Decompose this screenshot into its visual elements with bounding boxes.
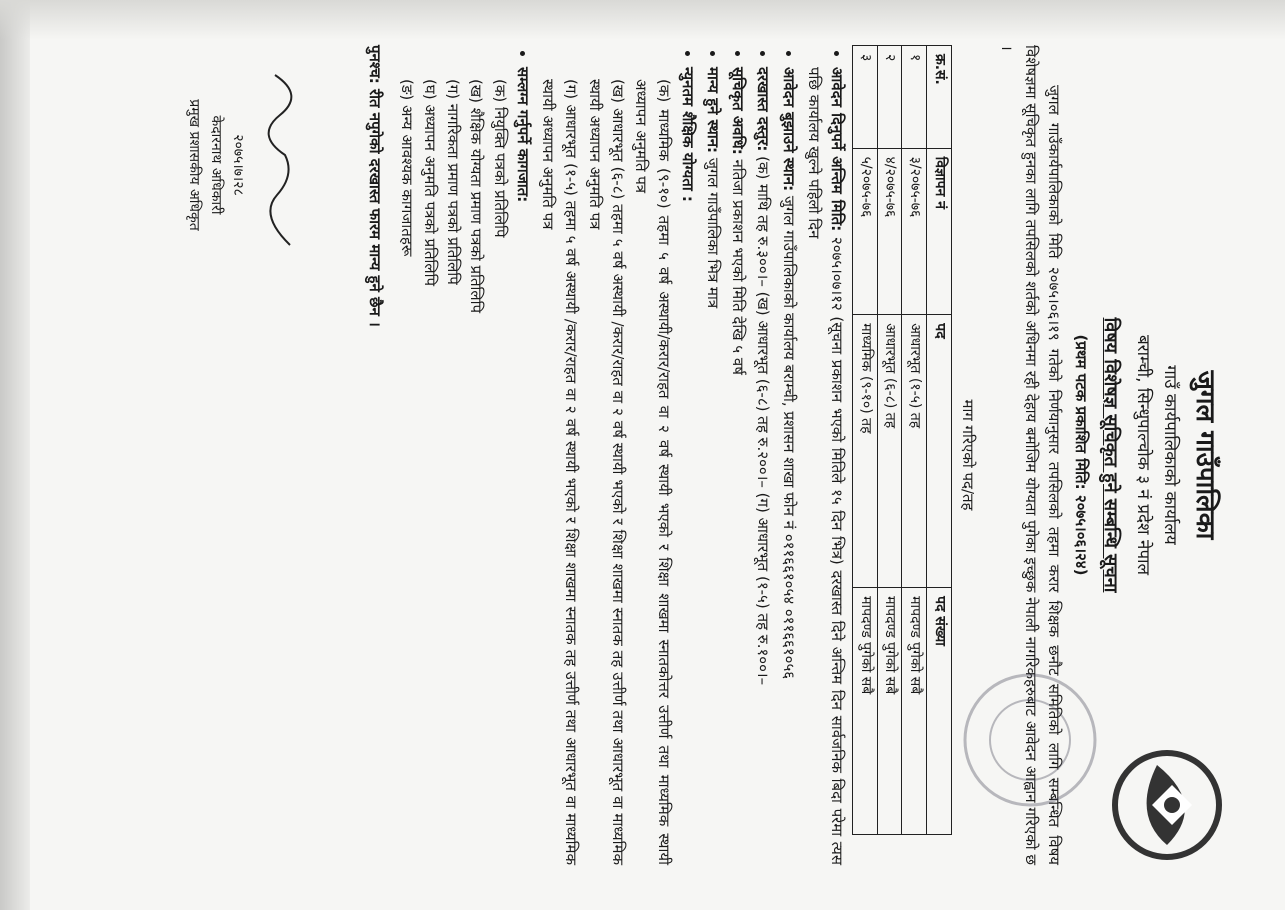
col-header: पद संख्या — [927, 588, 952, 835]
office-address: बराम्ची, सिन्धुपाल्चोक ३ नं प्रदेश नेपाल — [1133, 334, 1154, 576]
list-item — [726, 67, 749, 865]
handwritten-signature — [255, 65, 315, 265]
bullet-text: जुगल गाउँपालिकाको कार्यालय बराम्ची, प्रशासन शाखा फोन नं ०११६६१०५४ ०११६६१०५६ — [779, 195, 798, 680]
positions-table — [852, 45, 952, 835]
published-date: (प्रथम पटक प्रकाशित मिति: २०७५।०६।२४) — [1072, 334, 1091, 576]
col-header: विज्ञापन नं — [927, 148, 952, 315]
qualification-item: (ख) आधारभूत (६-८) तहमा ५ वर्ष अस्थायी /करार/राहत वा २ वर्ष स्थायी भएको र शिक्षा शाखमा स्नातक तह उत्तीर्ण तथा आधारभूत वा माध्यमिक स्थायी अध्यापन अनुमति पत्र — [585, 79, 627, 865]
table-cell: १ — [902, 46, 927, 149]
signature-block — [186, 65, 315, 265]
signatory-name: केदारनाथ अधिकारी — [208, 115, 225, 215]
list-item — [776, 67, 799, 865]
list-item — [394, 67, 534, 865]
table-row — [902, 46, 927, 835]
bullet-text: नतिजा प्रकाशन भएको मिति देखि ५ वर्ष — [729, 159, 748, 375]
bullet-label: आवेदन दिनुपर्ने अन्तिम मिति: — [828, 67, 847, 232]
table-cell: आधारभूत (६-८) तह — [877, 315, 902, 588]
document-item: (घ) अध्यापन अनुमति पत्रको प्रतिलिपि — [420, 79, 439, 286]
document-item: (ग) नागरिकता प्रमाण पत्रको प्रतिलिपि — [444, 79, 463, 285]
notice-document — [55, 25, 1235, 885]
bullet-label: दरखास्त दस्तुर: — [754, 67, 773, 152]
table-cell: माध्यमिक (९-१०) तह — [853, 315, 878, 588]
list-item — [751, 67, 774, 865]
table-cell: मापदण्ड पुगेको सबै — [902, 588, 927, 835]
table-cell: ३/२०७५-७६ — [902, 148, 927, 315]
intro-paragraph: जुगल गाउँकार्यपालिकाको मिति २०७५।०६।१९ गतेको निर्णयानुसार तपसिलको तहमा करार शिक्षक छनौट समितिको लागि सम्बन्धित विषय विशेषज्ञमा सूचिकृत हुनका लागि तपसिलको शर्तको अधिनमा रही देहाय बमोजिम योग्यता पुगेका इच्छुक नेपाली नागरिकहरुबाट आवेदन आह्वान गरिएको छ । — [998, 45, 1063, 865]
table-row — [877, 46, 902, 835]
list-item — [701, 67, 724, 865]
table-header-row — [927, 46, 952, 835]
table-cell: ५/२०७५-७६ — [853, 148, 878, 315]
footer-note: पुनश्च: रीत नपुगेको दरखास्त फारम मान्य हुने छैन । — [366, 45, 385, 327]
table-cell: मापदण्ड पुगेको सबै — [853, 588, 878, 835]
table-cell: आधारभूत (१-५) तह — [902, 315, 927, 588]
signature-date: २०७५।७।२८ — [229, 134, 246, 196]
document-item: (क) नियुक्ति पत्रको प्रतिलिपि — [490, 79, 509, 238]
notice-title: विषय विशेषज्ञ सूचिकृत हुने सम्बन्धि सूचना — [1100, 317, 1122, 593]
municipality-logo — [1107, 745, 1227, 865]
bullet-label: मान्य हुने स्थान: — [703, 67, 722, 154]
table-cell: मापदण्ड पुगेको सबै — [877, 588, 902, 835]
office-stamp — [955, 665, 1105, 815]
table-cell: ४/२०७५-७६ — [877, 148, 902, 315]
bullet-label: न्युनतम शैक्षिक योग्यता : — [678, 67, 697, 202]
documents-title: सम्लग्न गर्नुपर्ने कागजात: — [513, 67, 532, 203]
table-row — [853, 46, 878, 835]
qualification-item: (क) माध्यमिक (९-१०) तहमा ५ वर्ष अस्थायी/करार/राहत वा २ वर्ष स्थायी भएको र शिक्षा शाखमा स्नातकोत्तर उत्तीर्ण तथा माध्यमिक स्थायी अध्यापन अनुमति पत्र — [632, 79, 674, 865]
bullet-text: (क) माथि तह रु.३००।– (ख) आधारभूत (६-८) तह रु.२००।– (ग) आधारभूत (१-५) तह रु.१००।– — [754, 156, 773, 686]
document-item: (ङ) अन्य आवश्यक कागजातहरू — [397, 79, 416, 257]
signatory-title: प्रमुख प्रशासकीय अधिकृत — [186, 99, 203, 231]
bullet-text: जुगल गाउँपालिका भित्र मात्र — [703, 157, 722, 309]
qualification-item: (ग) आधारभूत (१-५) तहमा ५ वर्ष अस्थायी /करार/राहत वा २ वर्ष स्थायी भएको र शिक्षा शाखमा स्नातक तह उत्तीर्ण तथा आधारभूत वा माध्यमिक स्थायी अध्यापन अनुमति पत्र — [539, 79, 581, 865]
bullet-text: २०७५।०७।१२ (सूचना प्रकाशन भएको मितिले १५ दिन भित्र) दरखास्त दिने अन्तिम दिन सार्वजनिक बिदा परेमा त्यस पछि कार्यालय खुल्ने पहिलो दिन — [804, 67, 847, 866]
list-item — [536, 67, 699, 865]
list-item — [802, 67, 849, 865]
table-cell: ३ — [853, 46, 878, 149]
bullet-label: आवेदन बुझाउने स्थान: — [779, 67, 798, 192]
col-header: पद — [927, 315, 952, 588]
office-name: गाउँ कार्यपालिकाको कार्यालय — [1159, 365, 1180, 545]
demand-title: माग गरिएको पद/तह — [959, 399, 978, 511]
conditions-list — [394, 45, 848, 865]
document-item: (ख) शैक्षिक योग्यता प्रमाण पत्रको प्रतिलिपि — [467, 79, 486, 313]
table-cell: २ — [877, 46, 902, 149]
page-edge — [0, 0, 30, 910]
col-header: क्र.सं. — [927, 46, 952, 149]
org-title: जुगल गाउँपालिका — [1190, 370, 1220, 540]
bullet-label: सूचिकृत अवधि: — [729, 67, 748, 155]
